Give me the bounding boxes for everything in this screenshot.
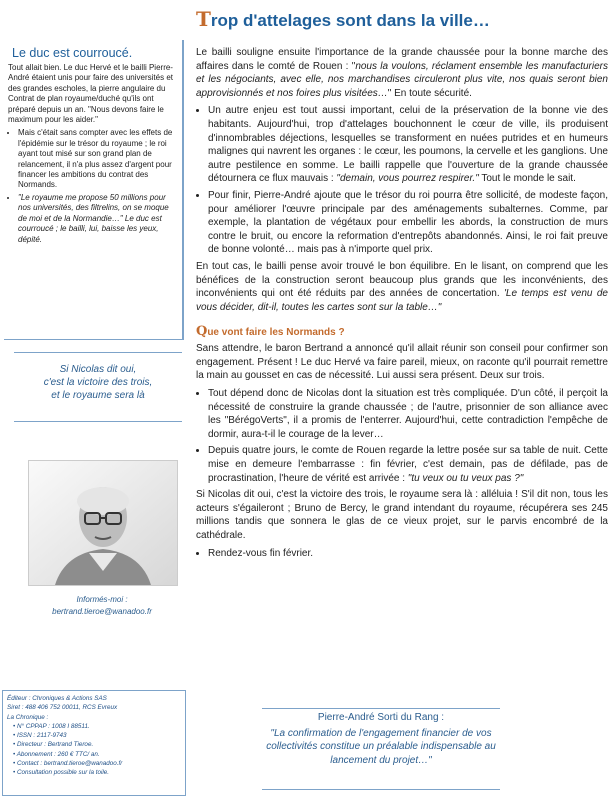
title-dropcap: T [196, 7, 211, 31]
imprint-item[interactable]: • Contact : bertrand.tieroe@wanadoo.fr [13, 760, 123, 768]
sidebar-list [8, 128, 176, 244]
sidebar-intro: Tout allait bien. Le duc Hervé et le bailli Pierre-André étaient unis pour faire des universités et des grandes escholes, la pierre angulaire du Contrat de plan royaume/duché qu'ils ont préparé depuis un an. "Nous devons faire le maximum pour les aider." [8, 63, 173, 125]
imprint-item: • ISSN : 2117-9743 [13, 732, 67, 740]
quote-line: Si Nicolas dit oui, [59, 364, 137, 375]
imprint-line: Éditeur : Chroniques & Actions SAS [7, 695, 107, 702]
bullet-text: Un autre enjeu est tout aussi important, celui de la préservation de la bonne vie des habitants. Aujourd'hui, trop d'attelages bouchonnent le cœur de ville, ils produisent d'innombrables déjections, lesquelles se transforment en nuées putrides et en humeurs malignes qui navrent les organes : le cœur, les poumons, la cervelle et les ganglions. Une autre pestilence en somme. Le bailli rappelle que l'ouverture de la grande chaussée détournera ce flux mauvais : [208, 105, 608, 185]
main-bullet: • Rendez-vous fin février. [208, 547, 608, 561]
paragraph: Sans attendre, le baron Bertrand a annoncé qu'il allait réunir son conseil pour confirmer son engagement. Présent ! Le duc Hervé va faire pareil, mieux, on raconte qu'il pourrait remettre la main au gousset en cas de nécessité. Lui aussi sera présent. Deux sur trois. [196, 343, 608, 382]
imprint-box [2, 690, 186, 796]
bullet-quote: "demain, vous pourrez respirer." [336, 173, 479, 185]
quote-text: "La confirmation de l'engagement financier de vos collectivités constitue un préalable indispensable au lancement du projet…" [266, 727, 496, 766]
main-bullets-2 [196, 387, 608, 485]
bullet-quote: "tu veux ou tu veux pas ?" [407, 472, 524, 484]
intro-quote: nous la voulons, réclament ensemble les manufacturiers et les négociants, avec elle, nos marchandises circuleront plus vite, nos quais seront bien approvisionnés et nos foires plus visitées… [196, 60, 608, 99]
main-bullets-3 [196, 547, 608, 561]
sidebar-title: Le duc est courroucé. [12, 46, 133, 60]
imprint-list [7, 722, 181, 778]
imprint-item: • Abonnement : 260 € TTC/ an. [13, 750, 100, 758]
contact-email[interactable]: bertrand.tieroe@wanadoo.fr [52, 607, 152, 616]
bullet-text: Depuis quatre jours, le comte de Rouen regarde la lettre posée sur sa table de nuit. Cette mise en demeure l'embarrasse : fin février, c'est demain, pas de défilade, pas de procrastination, l'heure de vérité est arrivée : [208, 445, 608, 484]
portrait-image [29, 461, 177, 585]
sidebar-box [4, 40, 184, 340]
contact-block [28, 594, 176, 618]
article-title [196, 6, 608, 32]
sidebar-pull-quote [14, 352, 182, 422]
main-bullet [208, 104, 608, 186]
quote-author: Pierre-André Sorti du Rang : [317, 712, 445, 723]
quote-line: c'est la victoire des trois, [43, 377, 153, 388]
author-portrait [28, 460, 178, 586]
title-text: rop d'attelages sont dans la ville… [210, 11, 490, 30]
bullet-text: Tout dépend donc de Nicolas dont la situation est très compliquée. D'un côté, il perçoit la nécessité de construire la grande chaussée ; de l'autre, prisonnier de son alliance avec les "BérégoVerts", il a promis de l'enterrer. Aujourd'hui, cette contradiction l'empêche de dormir, aura-t-il le courage de la lever… [208, 388, 608, 440]
sidebar-bullet: • "Le royaume me propose 50 millions pour nos universités, des filtrelins, on se moque de moi et de la Normandie…" Le duc est courroucé ; le bailli, lui, baisse les yeux, dépité. [18, 193, 176, 245]
intro-text: Le bailli souligne ensuite l'importance de la grande chaussée pour la bonne marche des affaires dans le comté de Rouen : " [196, 47, 608, 72]
main-bullet [208, 444, 608, 485]
intro-paragraph [196, 46, 608, 100]
sidebar-bullet: • Mais c'était sans compter avec les effets de l'épidémie sur le trésor du royaume ; le roi ayant tout misé sur son grand plan de relancement, il n'a plus assez d'argent pour financer les ambitions du contrat des Normands. [18, 128, 176, 190]
intro-tail: " En toute sécurité. [387, 87, 472, 99]
para2-text: En tout cas, le bailli pense avoir trouvé le bon équilibre. En le lisant, on comprend que les bénéfices de la construction seront beaucoup plus grands que les inconvénients, des inconvénients qui ont été réduits par des années de concertation. [196, 260, 608, 300]
quote-line: et le royaume sera là [51, 390, 145, 401]
para2-quote: 'Le temps est venu de vous décider, dit-il, toutes les cartes sont sur la table…" [196, 288, 608, 313]
main-bullet [208, 189, 608, 257]
section-title-text: ue vont faire les Normands ? [207, 327, 345, 339]
paragraph [196, 260, 608, 314]
imprint-item: • Directeur : Bertrand Tieroe. [13, 741, 94, 749]
paragraph: Si Nicolas dit oui, c'est la victoire des trois, le royaume sera là : alléluia ! S'il dit non, tous les acteurs s'égaileront ; Bruno de Bercy, le grand intendant du royaume, récupérera ses 245 millions tandis que sonnera le glas de ce vieux projet, sur le parvis encombré de la cathédrale. [196, 489, 608, 541]
bullet-tail: Tout le monde le sait. [478, 173, 576, 185]
imprint-item: • Consultation possible sur la toile. [13, 769, 110, 777]
imprint-item: • N° CPPAP : 1008 I 88511. [13, 722, 90, 730]
sidebar [0, 0, 188, 800]
section-dropcap: Q [196, 324, 208, 340]
main-bullet [208, 387, 608, 441]
main-bullets [196, 104, 608, 257]
imprint-line: Siret : 488 406 752 00011, RCS Evreux [7, 704, 118, 712]
main-article [196, 0, 608, 800]
contact-label: Informés-moi : [76, 595, 128, 604]
imprint-line: La Chronique : [7, 713, 49, 721]
bottom-pull-quote [262, 708, 500, 790]
section-title [196, 324, 608, 339]
bullet-text: Pour finir, Pierre-André ajoute que le trésor du roi pourra être sollicité, de modeste façon, pour améliorer l'œuvre principale par des aménagements subalternes. Comme, par exemple, la plantation de végétaux pour embellir les abords, la construction de murs contre le bruit, ou encore la reformation d'entrepôts abandonnés. Ainsi, le roi fait preuve de bonne volonté… mais pas à n'importe quel prix. [208, 189, 608, 256]
